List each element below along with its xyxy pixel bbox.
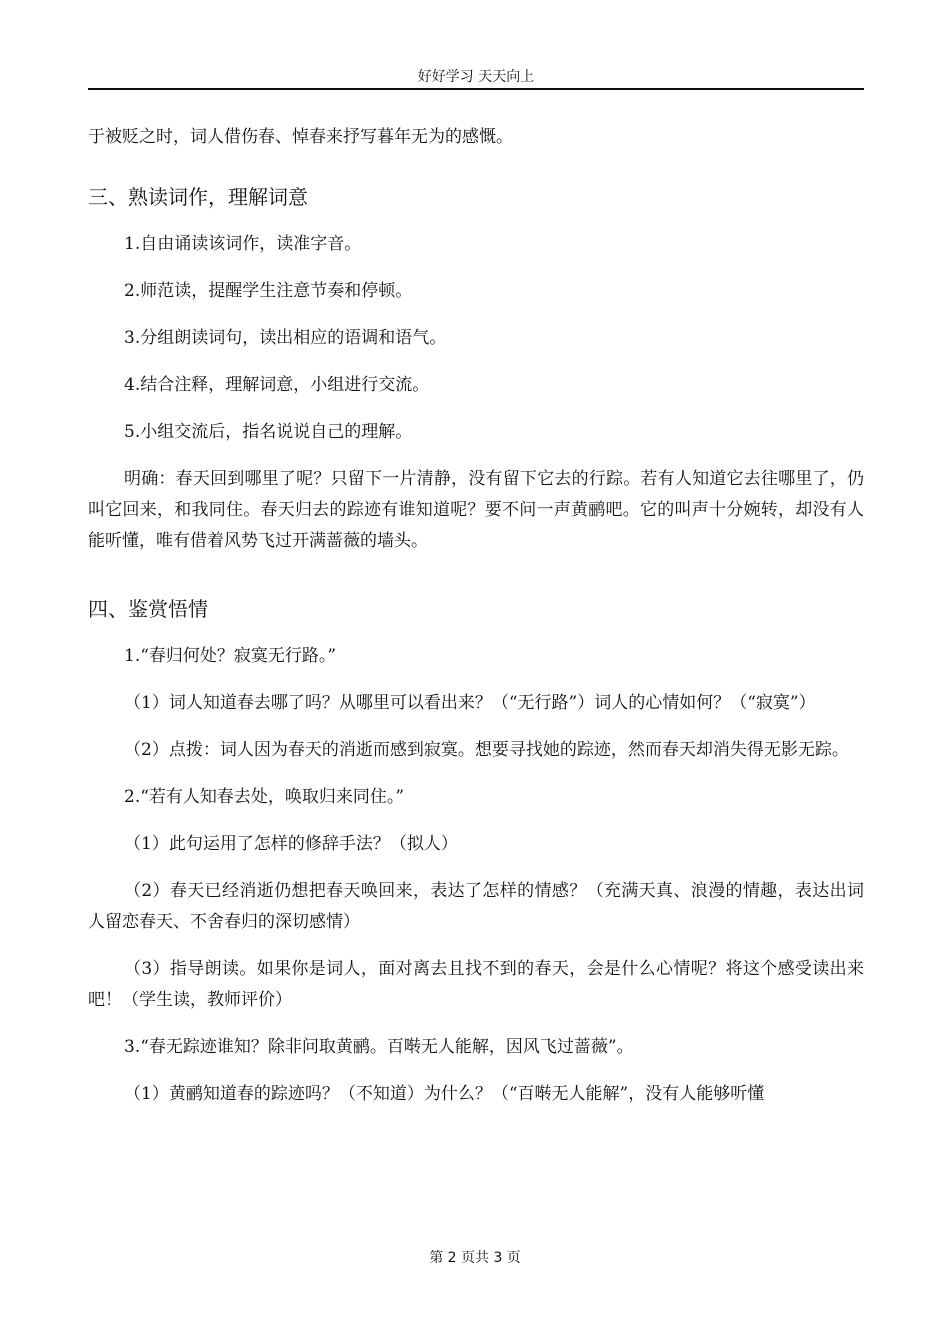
spacer [88, 766, 864, 782]
question-title: 3.“春无踪迹谁知？除非问取黄鹂。百啭无人能解，因风飞过蔷薇”。 [124, 1037, 634, 1057]
page-header: 好好学习 天天向上 [417, 69, 535, 85]
spacer [88, 354, 864, 370]
spacer [88, 401, 864, 417]
spacer [88, 625, 864, 641]
question-item: （2）点拨：词人因为春天的消逝而感到寂寞。想要寻找她的踪迹，然而春天却消失得无影无踪。 [124, 740, 849, 760]
spacer [88, 307, 864, 323]
spacer [88, 448, 864, 464]
question-title: 1.“春归何处？寂寞无行路。” [124, 646, 337, 666]
spacer [88, 557, 864, 593]
question-item: （3）指导朗读。如果你是词人，面对离去且找不到的春天，会是什么心情呢？将这个感受读出来吧！（学生读，教师评价） [88, 959, 864, 1010]
section-heading-3: 三、熟读词作，理解词意 [88, 185, 308, 209]
step-item: 5.小组交流后，指名说说自己的理解。 [124, 422, 413, 442]
question-item: （1）黄鹂知道春的踪迹吗？（不知道）为什么？（“百啭无人能解”，没有人能够听懂 [124, 1084, 765, 1104]
step-item: 2.师范读，提醒学生注意节奏和停顿。 [124, 281, 413, 301]
question-item: （2）春天已经消逝仍想把春天唤回来，表达了怎样的情感？（充满天真、浪漫的情趣，表达出词人留恋春天、不舍春归的深切感情） [88, 881, 864, 932]
step-item: 4.结合注释，理解词意，小组进行交流。 [124, 375, 430, 395]
spacer [88, 1063, 864, 1079]
section-heading-4: 四、鉴赏悟情 [88, 597, 208, 621]
spacer [88, 213, 864, 229]
intro-paragraph-tail: 于被贬之时，词人借伤春、悼春来抒写暮年无为的感慨。 [88, 127, 513, 147]
page-number: 第 2 页共 3 页 [429, 1250, 521, 1266]
question-title: 2.“若有人知春去处，唤取归来同住。” [124, 787, 405, 807]
spacer [88, 719, 864, 735]
question-item: （1）词人知道春去哪了吗？从哪里可以看出来？（“无行路”）词人的心情如何？（“寂寞”） [124, 693, 816, 713]
spacer [88, 1016, 864, 1032]
spacer [88, 260, 864, 276]
explanation-paragraph: 明确：春天回到哪里了呢？只留下一片清静，没有留下它去的行踪。若有人知道它去往哪里了，仍叫它回来，和我同住。春天归去的踪迹有谁知道呢？要不问一声黄鹂吧。它的叫声十分婉转，却没有人能听懂，唯有借着风势飞过开满蔷薇的墙头。 [88, 469, 864, 551]
step-item: 3.分组朗读词句，读出相应的语调和语气。 [124, 328, 447, 348]
spacer [88, 938, 864, 954]
spacer [88, 813, 864, 829]
header-divider [88, 88, 864, 90]
step-item: 1.自由诵读该词作，读准字音。 [124, 234, 362, 254]
question-item: （1）此句运用了怎样的修辞手法？（拟人） [124, 834, 458, 854]
document-body [88, 122, 864, 1110]
spacer [88, 153, 864, 181]
spacer [88, 672, 864, 688]
spacer [88, 860, 864, 876]
